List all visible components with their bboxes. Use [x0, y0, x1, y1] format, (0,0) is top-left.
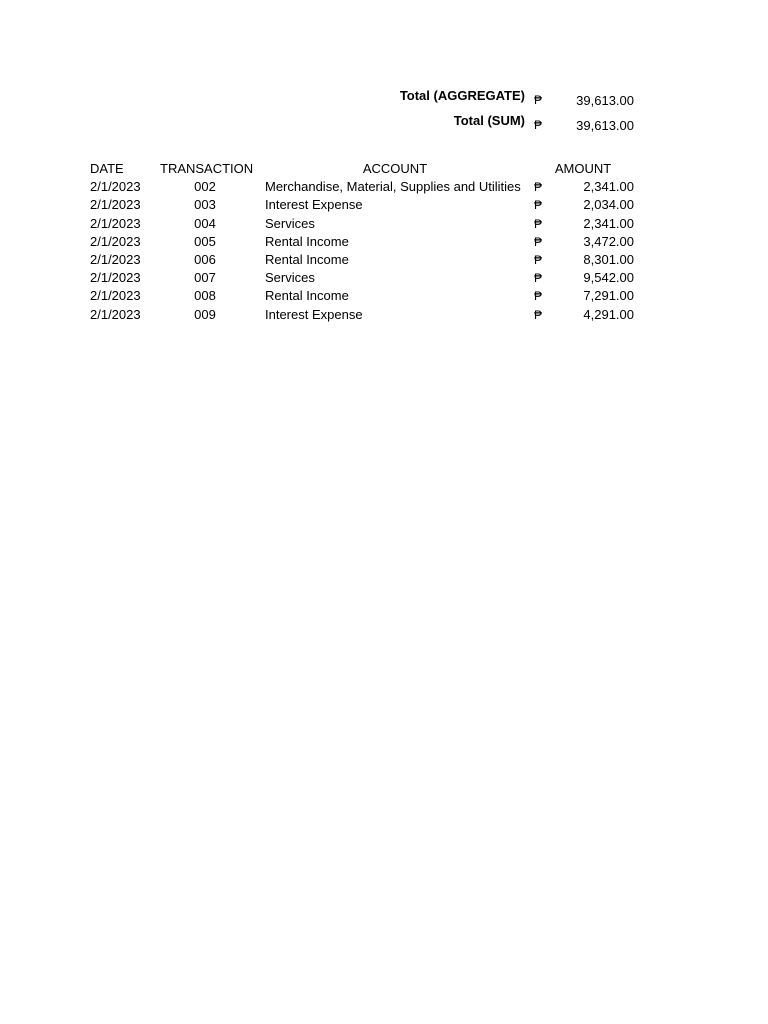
cell-account: Rental Income: [265, 233, 349, 249]
cell-account: Rental Income: [265, 288, 349, 304]
currency-symbol: ₱: [534, 307, 543, 322]
table-row: [0, 287, 768, 305]
cell-account: Interest Expense: [265, 306, 363, 322]
table-row: [0, 269, 768, 287]
cell-transaction: 003: [194, 197, 216, 213]
currency-symbol: ₱: [534, 180, 543, 195]
cell-account: Interest Expense: [265, 197, 363, 213]
cell-amount: 8,301.00: [583, 251, 634, 267]
cell-account: Services: [265, 270, 315, 286]
total-sum-value: 39,613.00: [576, 118, 634, 133]
cell-date: 2/1/2023: [90, 215, 141, 231]
cell-date: 2/1/2023: [90, 233, 141, 249]
cell-amount: 2,341.00: [583, 215, 634, 231]
cell-account: Merchandise, Material, Supplies and Utilities: [265, 179, 521, 195]
cell-date: 2/1/2023: [90, 197, 141, 213]
currency-symbol: ₱: [534, 289, 543, 304]
totals-block: [0, 86, 768, 136]
table-header-row: [0, 160, 768, 178]
table-row: [0, 251, 768, 269]
currency-symbol: ₱: [534, 118, 543, 132]
cell-transaction: 009: [194, 306, 216, 322]
cell-date: 2/1/2023: [90, 179, 141, 195]
cell-account: Services: [265, 215, 315, 231]
cell-amount: 9,542.00: [583, 270, 634, 286]
cell-transaction: 008: [194, 288, 216, 304]
currency-symbol: ₱: [534, 234, 543, 249]
cell-amount: 7,291.00: [583, 288, 634, 304]
table-row: [0, 233, 768, 251]
currency-symbol: ₱: [534, 198, 543, 213]
currency-symbol: ₱: [534, 271, 543, 286]
cell-date: 2/1/2023: [90, 306, 141, 322]
total-aggregate-row: [0, 86, 768, 111]
currency-symbol: ₱: [534, 93, 543, 107]
table-row: [0, 178, 768, 196]
total-sum-row: [0, 111, 768, 136]
cell-amount: 4,291.00: [583, 306, 634, 322]
cell-transaction: 007: [194, 270, 216, 286]
table-row: [0, 215, 768, 233]
table-row: [0, 196, 768, 214]
cell-date: 2/1/2023: [90, 288, 141, 304]
total-aggregate-value: 39,613.00: [576, 93, 634, 108]
cell-amount: 2,034.00: [583, 197, 634, 213]
cell-transaction: 005: [194, 233, 216, 249]
currency-symbol: ₱: [534, 252, 543, 267]
cell-amount: 3,472.00: [583, 233, 634, 249]
cell-transaction: 004: [194, 215, 216, 231]
cell-amount: 2,341.00: [583, 179, 634, 195]
table-row: [0, 306, 768, 324]
header-transaction: TRANSACTION: [160, 161, 254, 176]
cell-date: 2/1/2023: [90, 251, 141, 267]
total-sum-label: Total (SUM): [453, 113, 525, 128]
cell-transaction: 002: [194, 179, 216, 195]
cell-account: Rental Income: [265, 251, 349, 267]
cell-date: 2/1/2023: [90, 270, 141, 286]
header-amount: AMOUNT: [554, 161, 612, 176]
header-date: DATE: [90, 161, 124, 176]
cell-transaction: 006: [194, 251, 216, 267]
header-account: ACCOUNT: [362, 161, 428, 176]
transaction-table: [0, 160, 768, 324]
currency-symbol: ₱: [534, 216, 543, 231]
total-aggregate-label: Total (AGGREGATE): [399, 88, 525, 103]
